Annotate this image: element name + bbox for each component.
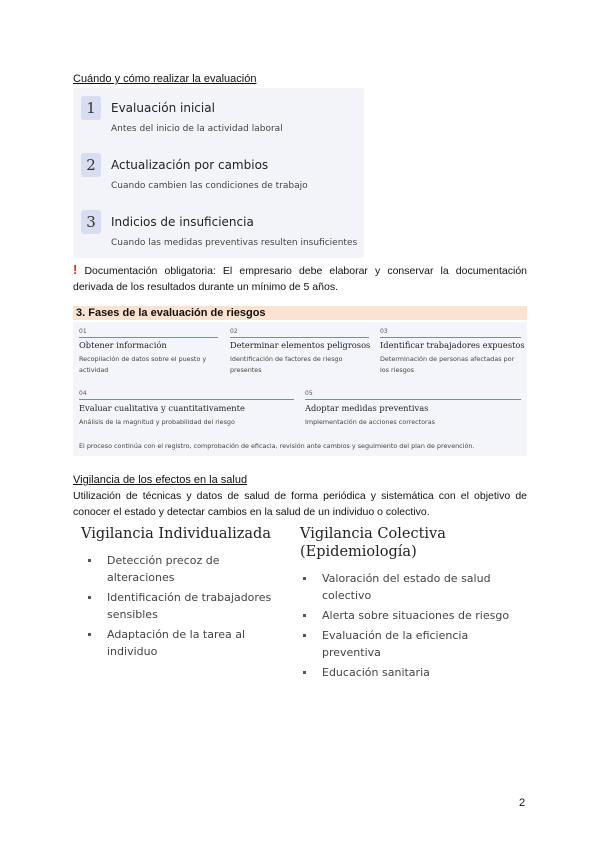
list-item: Evaluación de la eficiencia preventiva: [300, 627, 515, 661]
list-item: Identificación de trabajadores sensibles: [85, 589, 285, 623]
documentation-note: [73, 262, 527, 295]
phase-title: Evaluar cualitativa y cuantitativamente: [79, 403, 245, 413]
phase-description: Implementación de acciones correctoras: [305, 418, 435, 426]
phase-number: 01: [79, 328, 87, 335]
list-item: Valoración del estado de salud colectivo: [300, 570, 515, 604]
list-item: Educación sanitaria: [300, 664, 515, 681]
step-number: 2: [81, 153, 101, 177]
phase-number: 02: [230, 328, 238, 335]
individual-list: [85, 552, 285, 663]
step-description: Cuando cambien las condiciones de trabajo: [111, 181, 308, 191]
step-number: 1: [81, 96, 101, 120]
phases-footer: El proceso continúa con el registro, comprobación de eficacia, revisión ante cambios y seguimiento del plan de prevención.: [79, 442, 475, 450]
phase-title: Obtener información: [79, 340, 167, 350]
step-title: Actualización por cambios: [111, 158, 269, 172]
eval-steps-panel: [73, 88, 364, 258]
phase-divider: [79, 399, 294, 400]
phase-title: Determinar elementos peligrosos: [230, 340, 371, 350]
phases-heading: 3. Fases de la evaluación de riesgos: [73, 306, 527, 320]
phase-divider: [79, 337, 218, 338]
phase-divider: [305, 399, 521, 400]
vigilancia-panel: [73, 522, 527, 692]
phase-divider: [230, 337, 369, 338]
eval-section-title: Cuándo y cómo realizar la evaluación: [73, 73, 257, 85]
phase-description: Identificación de factores de riesgo presentes: [230, 355, 343, 374]
phase-title: Identificar trabajadores expuestos: [380, 340, 525, 350]
phase-number: 05: [305, 390, 313, 397]
vigilancia-intro: Utilización de técnicas y datos de salud de forma periódica y sistemática con el objetivo de conocer el estado y detectar cambios en la salud de un individuo o colectivo.: [73, 490, 527, 518]
phase-description: Análisis de la magnitud y probabilidad del riesgo: [79, 418, 235, 426]
phase-description: Recopilación de datos sobre el puesto y actividad: [79, 355, 207, 374]
list-item: Detección precoz de alteraciones: [85, 552, 285, 586]
vigilancia-title: Vigilancia de los efectos en la salud: [73, 474, 248, 486]
phases-panel: [73, 322, 527, 456]
step-number: 3: [81, 210, 101, 234]
colectiva-title: Vigilancia Colectiva (Epidemiología): [300, 526, 446, 560]
phase-title: Adoptar medidas preventivas: [305, 403, 429, 413]
step-description: Cuando las medidas preventivas resulten insuficientes: [111, 238, 358, 248]
phase-number: 04: [79, 390, 87, 397]
page-number: 2: [519, 797, 526, 809]
phase-description: Determinación de personas afectadas por los riesgos: [380, 355, 515, 374]
colectiva-list: [300, 570, 515, 684]
step-description: Antes del inicio de la actividad laboral: [111, 124, 283, 134]
phase-divider: [380, 337, 521, 338]
individual-title: Vigilancia Individualizada: [81, 526, 271, 542]
exclamation-icon: !: [73, 262, 78, 277]
documentation-text: Documentación obligatoria: El empresario debe elaborar y conservar la documentación derivada de los resultados durante un mínimo de 5 años.: [73, 265, 527, 293]
step-title: Indicios de insuficiencia: [111, 215, 254, 229]
phase-number: 03: [380, 328, 388, 335]
list-item: Alerta sobre situaciones de riesgo: [300, 607, 515, 624]
list-item: Adaptación de la tarea al individuo: [85, 626, 285, 660]
step-title: Evaluación inicial: [111, 101, 215, 115]
